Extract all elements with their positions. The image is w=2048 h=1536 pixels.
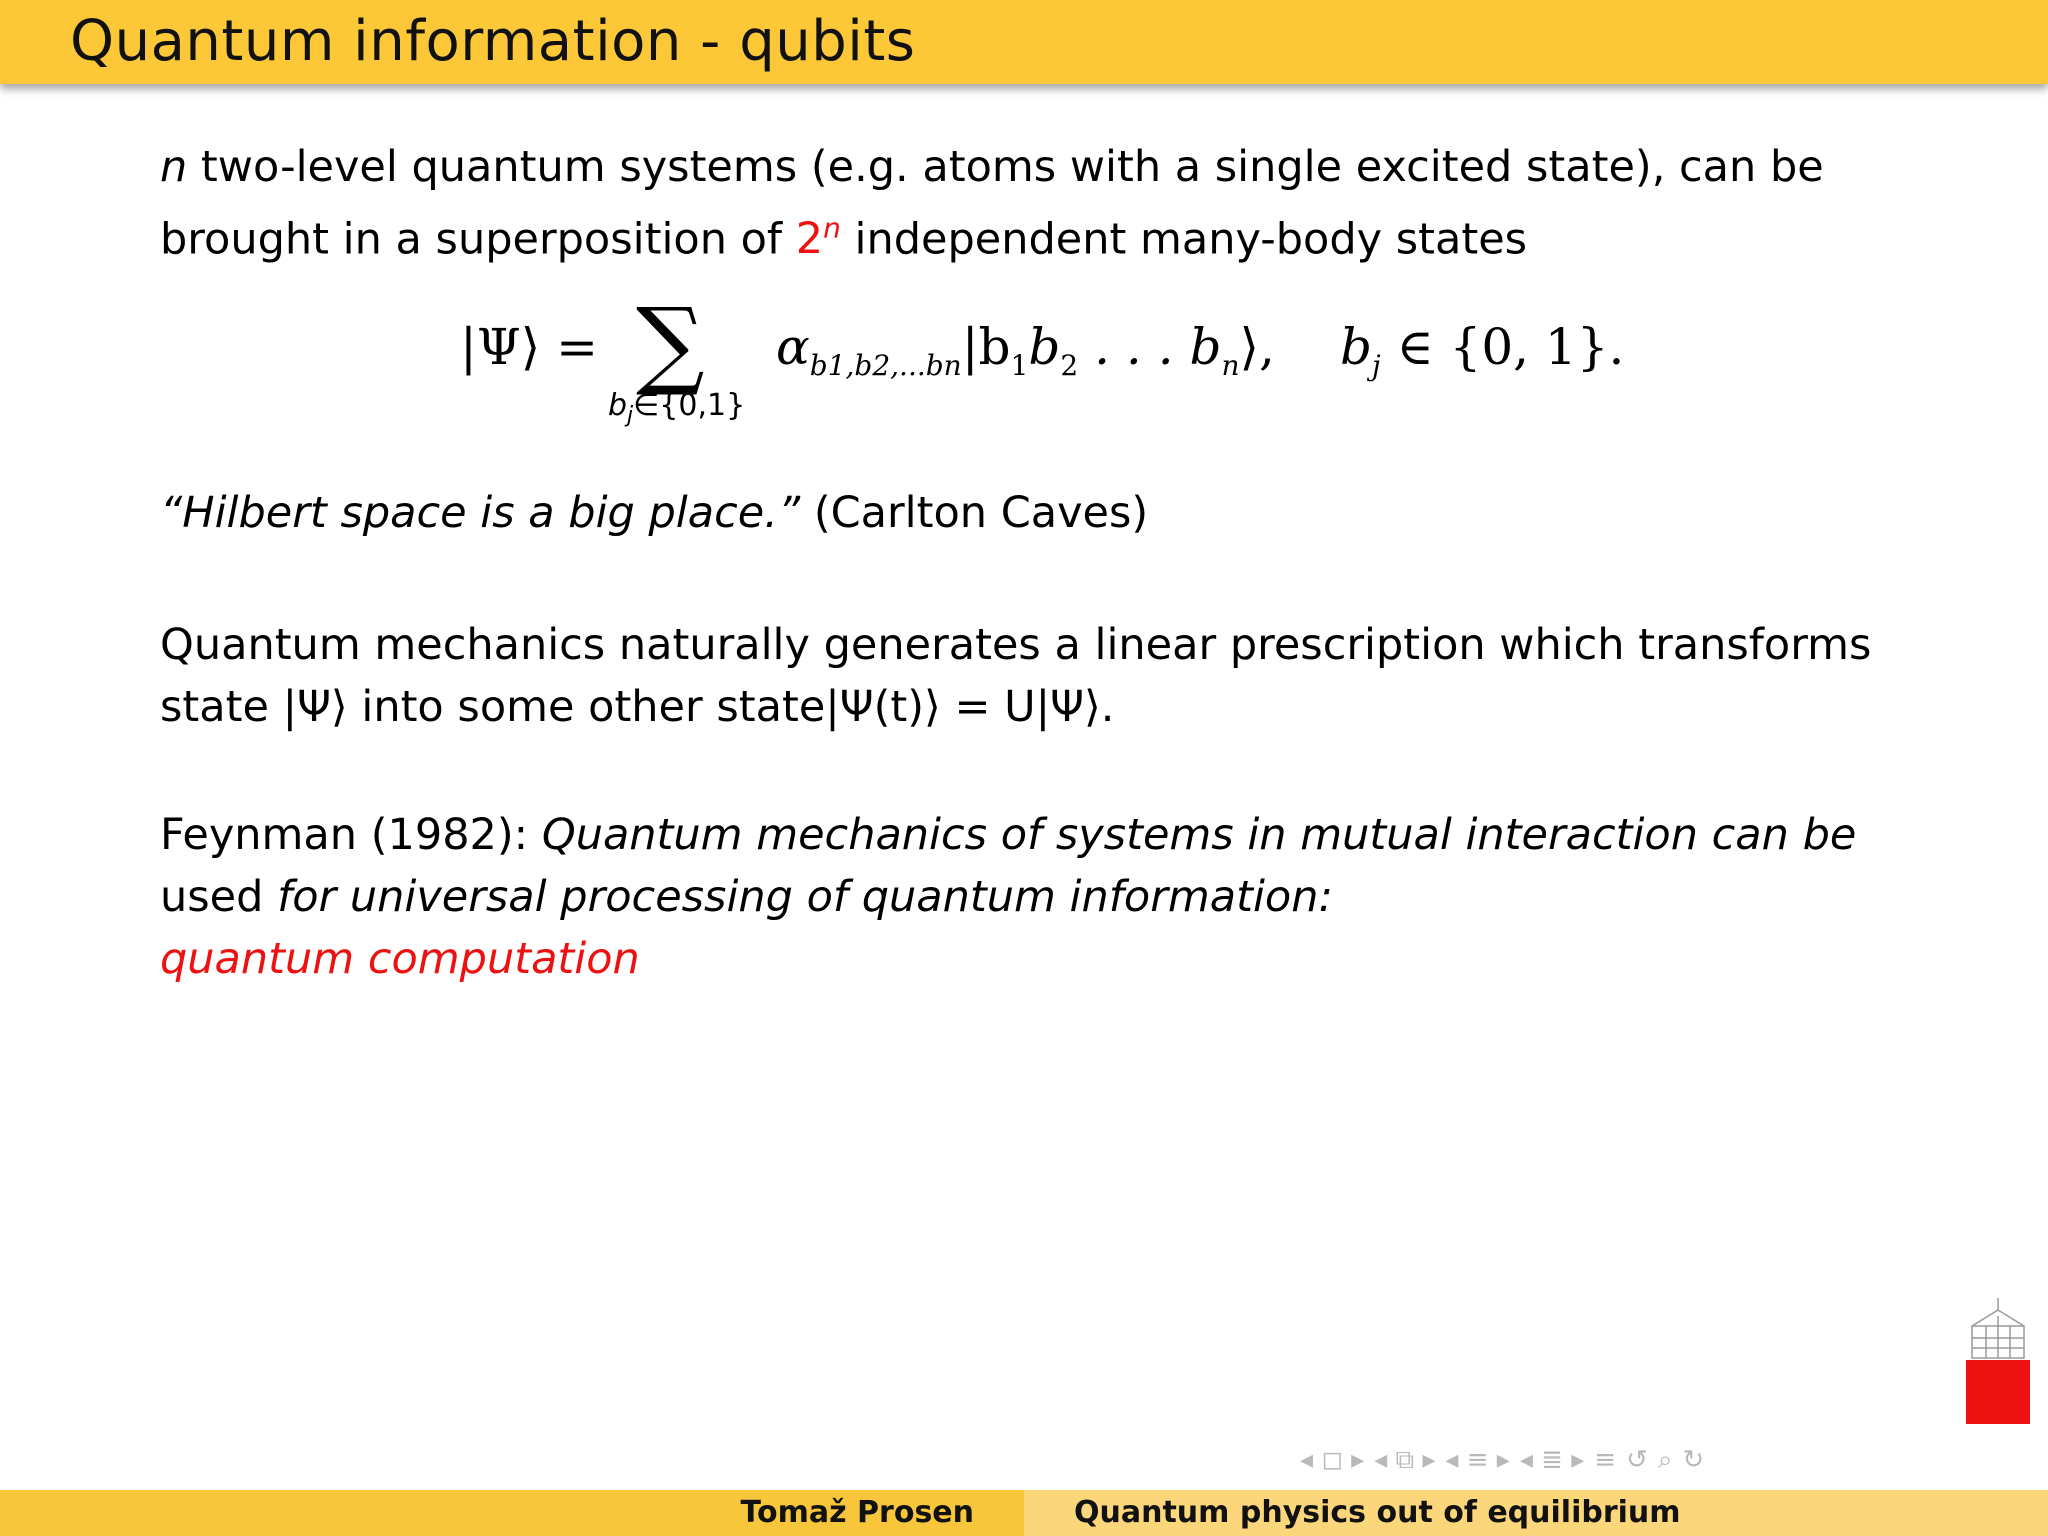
superposition-equation xyxy=(460,287,1660,440)
nav-frame-icon[interactable]: ◂ ◻ ▸ xyxy=(1300,1445,1365,1475)
nav-subsection-icon[interactable]: ◂ ⧉ ▸ xyxy=(1374,1444,1436,1475)
university-logo xyxy=(1966,1296,2030,1424)
feynman-mid: used xyxy=(160,872,278,922)
nav-presentation-icon[interactable]: ◂ ≣ ▸ xyxy=(1519,1445,1585,1475)
sum-index: $b_j\in\{0,1\}$ xyxy=(608,388,746,428)
nav-search-icon[interactable]: ⌕ xyxy=(1657,1444,1673,1475)
eq-condition: $b_j$ ∈ {0, 1}. xyxy=(1340,318,1625,382)
para1-text-a: two-level quantum systems (e.g. atoms with a single excited state), can be brought in a superposition of xyxy=(160,142,1824,265)
feynman-quote-2: for universal processing of quantum information: xyxy=(277,872,1333,922)
footer-author: Tomaž Prosen xyxy=(740,1495,974,1530)
para3-formula: |Ψ(t)⟩ = U|Ψ⟩. xyxy=(825,682,1115,732)
power-two-n: 2$^n$ xyxy=(795,212,841,265)
var-n: n xyxy=(160,142,188,192)
paragraph-superposition xyxy=(160,136,1920,270)
footer-right xyxy=(1024,1490,2048,1536)
beamer-navigation-bar[interactable] xyxy=(1300,1440,2040,1480)
paragraph-feynman xyxy=(160,804,1920,990)
frame-title-bar xyxy=(0,0,2048,84)
quantum-computation-label: quantum computation xyxy=(160,934,640,984)
paragraph-unitary xyxy=(160,614,1920,738)
quote-author: (Carlton Caves) xyxy=(800,488,1149,538)
nav-section-icon[interactable]: ◂ ≡ ▸ xyxy=(1445,1445,1510,1475)
quote-text: “Hilbert space is a big place.” xyxy=(160,488,801,538)
para3-text-a: Quantum mechanics naturally generates a linear prescription which transforms state |Ψ⟩ into some other state xyxy=(160,620,1872,732)
feynman-lead: Feynman (1982): xyxy=(160,810,542,860)
caves-quote xyxy=(160,482,1148,544)
frame-title: Quantum information - qubits xyxy=(70,9,916,74)
footer-left xyxy=(0,1490,1024,1536)
nav-forward-icon[interactable]: ↻ xyxy=(1682,1445,1705,1475)
footer-talk-title: Quantum physics out of equilibrium xyxy=(1074,1495,1681,1530)
nav-menu-icon[interactable]: ≡ xyxy=(1594,1445,1617,1475)
eq-rhs: $\alpha_{b1,b2,...bn}|b_1b_2$ . . . $b_n⟩$, xyxy=(776,318,1275,382)
nav-back-icon[interactable]: ↺ xyxy=(1626,1445,1648,1475)
footer-bar xyxy=(0,1490,2048,1536)
para1-text-b: independent many-body states xyxy=(840,214,1528,265)
sum-symbol: ∑ xyxy=(636,287,705,399)
feynman-quote-1: Quantum mechanics of systems in mutual interaction can be xyxy=(541,810,1857,860)
eq-lhs: |Ψ⟩ = xyxy=(460,318,598,376)
